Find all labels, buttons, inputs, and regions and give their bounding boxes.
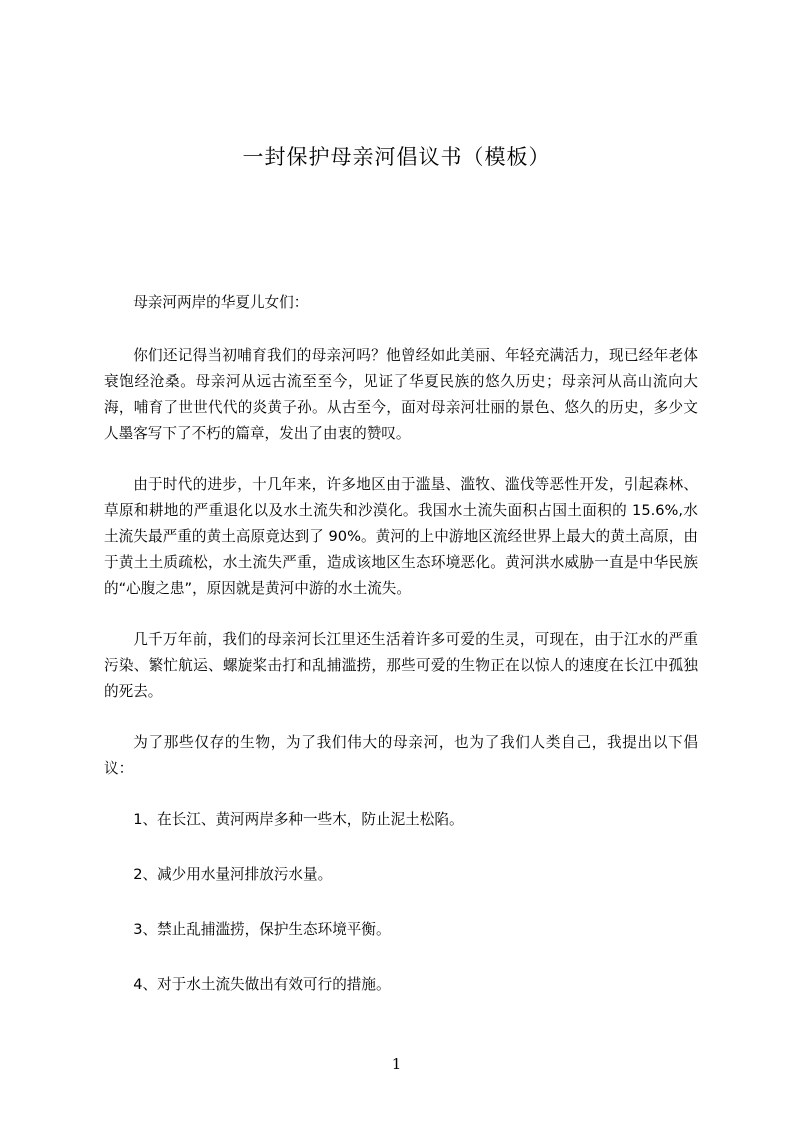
document-body (104, 290, 698, 1027)
paragraph-3: 几千万年前，我们的母亲河长江里还生活着许多可爱的生灵，可现在，由于江水的严重污染、繁忙航运、螺旋桨击打和乱捕滥捞，那些可爱的生物正在以惊人的速度在长江中孤独的死去。 (104, 631, 698, 700)
document-title: 一封保护母亲河倡议书（模板） (242, 145, 551, 169)
page-number: 1 (391, 1055, 402, 1073)
proposal-item-1: 1、在长江、黄河两岸多种一些木，防止泥土松陷。 (133, 811, 464, 828)
proposal-item-4: 4、对于水土流失做出有效可行的措施。 (133, 976, 391, 993)
paragraph-4: 为了那些仅存的生物，为了我们伟大的母亲河，也为了我们人类自己，我提出以下倡议： (104, 734, 698, 777)
proposal-item-3: 3、禁止乱捕滥捞，保护生态环境平衡。 (133, 921, 391, 938)
salutation: 母亲河两岸的华夏儿女们： (133, 294, 309, 311)
paragraph-2: 由于时代的进步，十几年来，许多地区由于滥垦、滥牧、滥伐等恶性开发，引起森林、草原和耕地的严重退化以及水土流失和沙漠化。我国水土流失面积占国土面积的 15.6%,水土流失最严重的黄土高原竟达到了 90%。黄河的上中游地区流经世界上最大的黄土高原，由于黄土土质疏松，水土流失严重，造成该地区生态环境恶化。黄河洪水威胁一直是中华民族的“心腹之患”，原因就是黄河中游的水土流失。 (104, 476, 698, 597)
proposal-item-2: 2、减少用水量河排放污水量。 (133, 866, 333, 883)
paragraph-1: 你们还记得当初哺育我们的母亲河吗？他曾经如此美丽、年轻充满活力，现已经年老体衰饱经沧桑。母亲河从远古流至至今，见证了华夏民族的悠久历史；母亲河从高山流向大海，哺育了世世代代的炎黄子孙。从古至今，面对母亲河壮丽的景色、悠久的历史，多少文人墨客写下了不朽的篇章，发出了由衷的赞叹。 (104, 347, 698, 442)
